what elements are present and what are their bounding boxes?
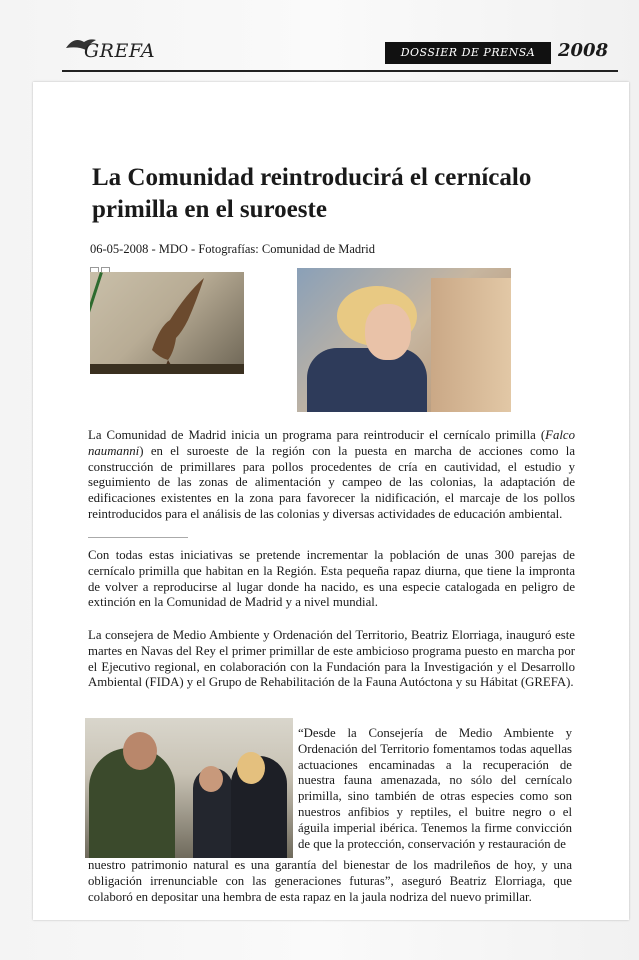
header-rule: [62, 70, 618, 72]
species-name: Falco naumanni: [88, 428, 575, 458]
kestrel-icon: [90, 272, 244, 374]
article-headline: La Comunidad reintroducirá el cernícalo primilla en el suroeste: [92, 164, 532, 223]
kestrel-photo: [90, 272, 244, 374]
grefa-logo: [64, 30, 174, 70]
nest-box: [431, 278, 511, 412]
logo-text: GREFA: [84, 40, 156, 62]
paragraph-5: nuestro patrimonio natural es una garantía del bienestar de los madrileños de hoy, y una obligación irrenunciable con las generaciones futuras”, aseguró Beatriz Elorriaga, que colaboró en depositar una hembra de esta rapaz en la jaula nodriza del nuevo primillar.: [88, 858, 572, 904]
paragraph-3: La consejera de Medio Ambiente y Ordenación del Territorio, Beatriz Elorriaga, inauguró este martes en Navas del Rey el primer primillar de este ambicioso programa puesto en marcha por el Ejecutivo regional, en colaboración con la Fundación para la Investigación y el Desarrollo Ambiental (FIDA) y el Grupo de Rehabilitación de la Fauna Autóctona y su Hábitat (GREFA).: [88, 628, 575, 690]
person-1-head: [123, 732, 157, 770]
person-face: [365, 304, 411, 360]
paragraph-separator: [88, 537, 188, 538]
article-dateline: 06-05-2008 - MDO - Fotografías: Comunidad de Madrid: [90, 242, 376, 256]
paragraph-2: Con todas estas iniciativas se pretende incrementar la población de unas 300 parejas de cernícalo primilla que habitan en la Región. Esta pequeña rapaz diurna, que tiene la impronta de volver a reproducirse al lugar donde ha nacido, es una especie catalogada en peligro de extinción en la Comunidad de Madrid y a nivel mundial.: [88, 548, 575, 610]
paragraph-4-quote: “Desde la Consejería de Medio Ambiente y Ordenación del Territorio fomentamos todas aquellas actuaciones encaminadas a la recuperación de nuestra fauna amenazada, no sólo del cernícalo primilla, sino también de otras especies como son nuestros anfibios y reptiles, el buitre negro o el águila imperial ibérica. Tenemos la firme convicción de que la protección, conservación y restauración de: [298, 726, 572, 851]
person-3-head: [237, 752, 265, 784]
page-header: [62, 30, 618, 74]
person-coat: [307, 348, 427, 412]
councillor-photo: [297, 268, 511, 412]
p1-text-b: ) en el suroeste de la región con la puesta en marcha de acciones como la construcción de primillares para pollos procedentes de cría en cautividad, el estudio y seguimiento de las zonas de alimentación y campeo de las colonias, la adaptación de edificaciones existentes en la zona para favorecer la nidificación, el marcaje de los pollos reintroducidos para el análisis de las colonias y diversas actividades de educación ambiental.: [88, 443, 575, 521]
p1-text-a: La Comunidad de Madrid inicia un programa para reintroducir el cernícalo primilla (: [88, 428, 546, 442]
person-2-head: [199, 766, 223, 792]
group-photo: [85, 718, 293, 858]
dossier-year: 2008: [558, 40, 609, 61]
photo-ledge: [90, 364, 244, 374]
dossier-label: DOSSIER DE PRENSA: [385, 42, 551, 64]
paragraph-1: [88, 428, 575, 523]
